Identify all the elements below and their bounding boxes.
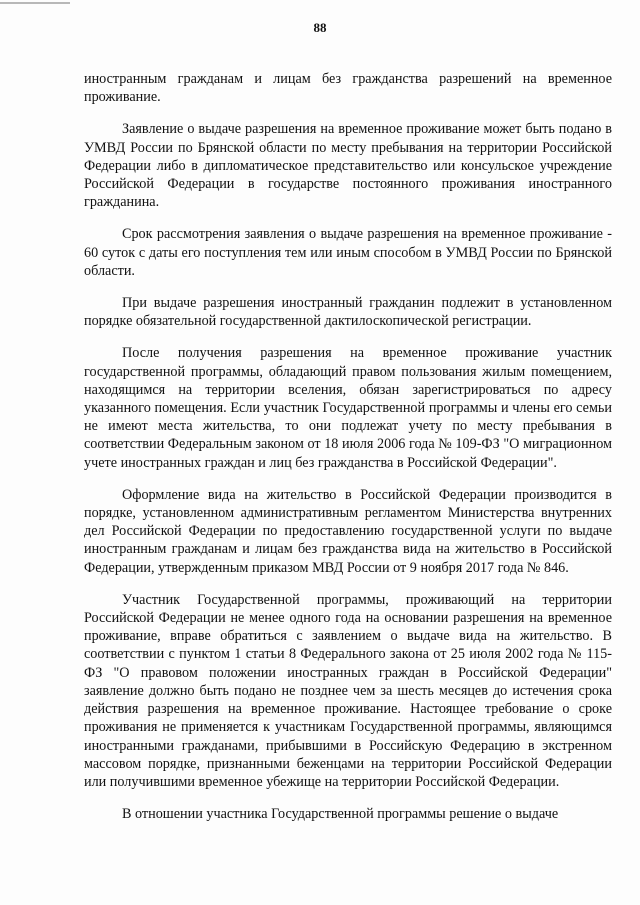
scan-edge-mark — [0, 2, 70, 4]
paragraph-residence-permit-procedure: Оформление вида на жительство в Российской Федерации производится в порядке, установленном административным регламентом Министерства внутренних дел Российской Федерации по предоставлению государственной услуги по выдаче иностранным гражданам и лицам без гражданства вида на жительство в Российской Федерации, утвержденным приказом МВД России от 9 ноября 2017 года № 846. — [84, 486, 612, 576]
paragraph-continuation: иностранным гражданам и лицам без гражданства разрешений на временное проживание. — [84, 71, 612, 106]
paragraph-decision-truncated: В отношении участника Государственной программы решение о выдаче — [122, 806, 559, 823]
paragraph-registration-at-address: После получения разрешения на временное проживание участник государственной программы, обладающий правом пользования жилым помещением, находящимся на территории вселения, обязан зарегистрироваться по адресу указанного помещения. Если участник Государственной программы и члены его семьи не имеют места жительства, то они подлежат учету по месту пребывания в соответствии Федеральным законом от 18 июля 2006 года № 109-ФЗ "О миграционном учете иностранных граждан и лиц без гражданства в Российской Федерации". — [84, 345, 612, 471]
page-number: 88 — [313, 20, 327, 35]
paragraph-fingerprint-registration: При выдаче разрешения иностранный гражданин подлежит в установленном порядке обязательной государственной дактилоскопической регистрации. — [84, 295, 612, 330]
document-body — [84, 70, 612, 837]
paragraph-application-submission: Заявление о выдаче разрешения на временное проживание может быть подано в УМВД России по Брянской области по месту пребывания на территории Российской Федерации либо в дипломатическое представительство или консульское учреждение Российской Федерации в государстве постоянного проживания иностранного гражданина. — [84, 121, 612, 211]
paragraph-review-period: Срок рассмотрения заявления о выдаче разрешения на временное проживание - 60 суток с даты его поступления тем или иным способом в УМВД России по Брянской области. — [84, 226, 612, 279]
paragraph-residence-permit-eligibility: Участник Государственной программы, проживающий на территории Российской Федерации не менее одного года на основании разрешения на временное проживание, вправе обратиться с заявлением о выдаче вида на жительство. В соответствии с пунктом 1 статьи 8 Федерального закона от 25 июля 2002 года № 115-ФЗ "О правовом положении иностранных граждан в Российской Федерации" заявление должно быть подано не позднее чем за шесть месяцев до истечения срока действия разрешения на временное проживание. Настоящее требование о сроке проживания не применяется к участникам Государственной программы, являющимся иностранными гражданами, прибывшими в Российскую Федерацию в экстренном массовом порядке, признанными беженцами на территории Российской Федерации или получившими временное убежище на территории Российской Федерации. — [84, 591, 612, 790]
